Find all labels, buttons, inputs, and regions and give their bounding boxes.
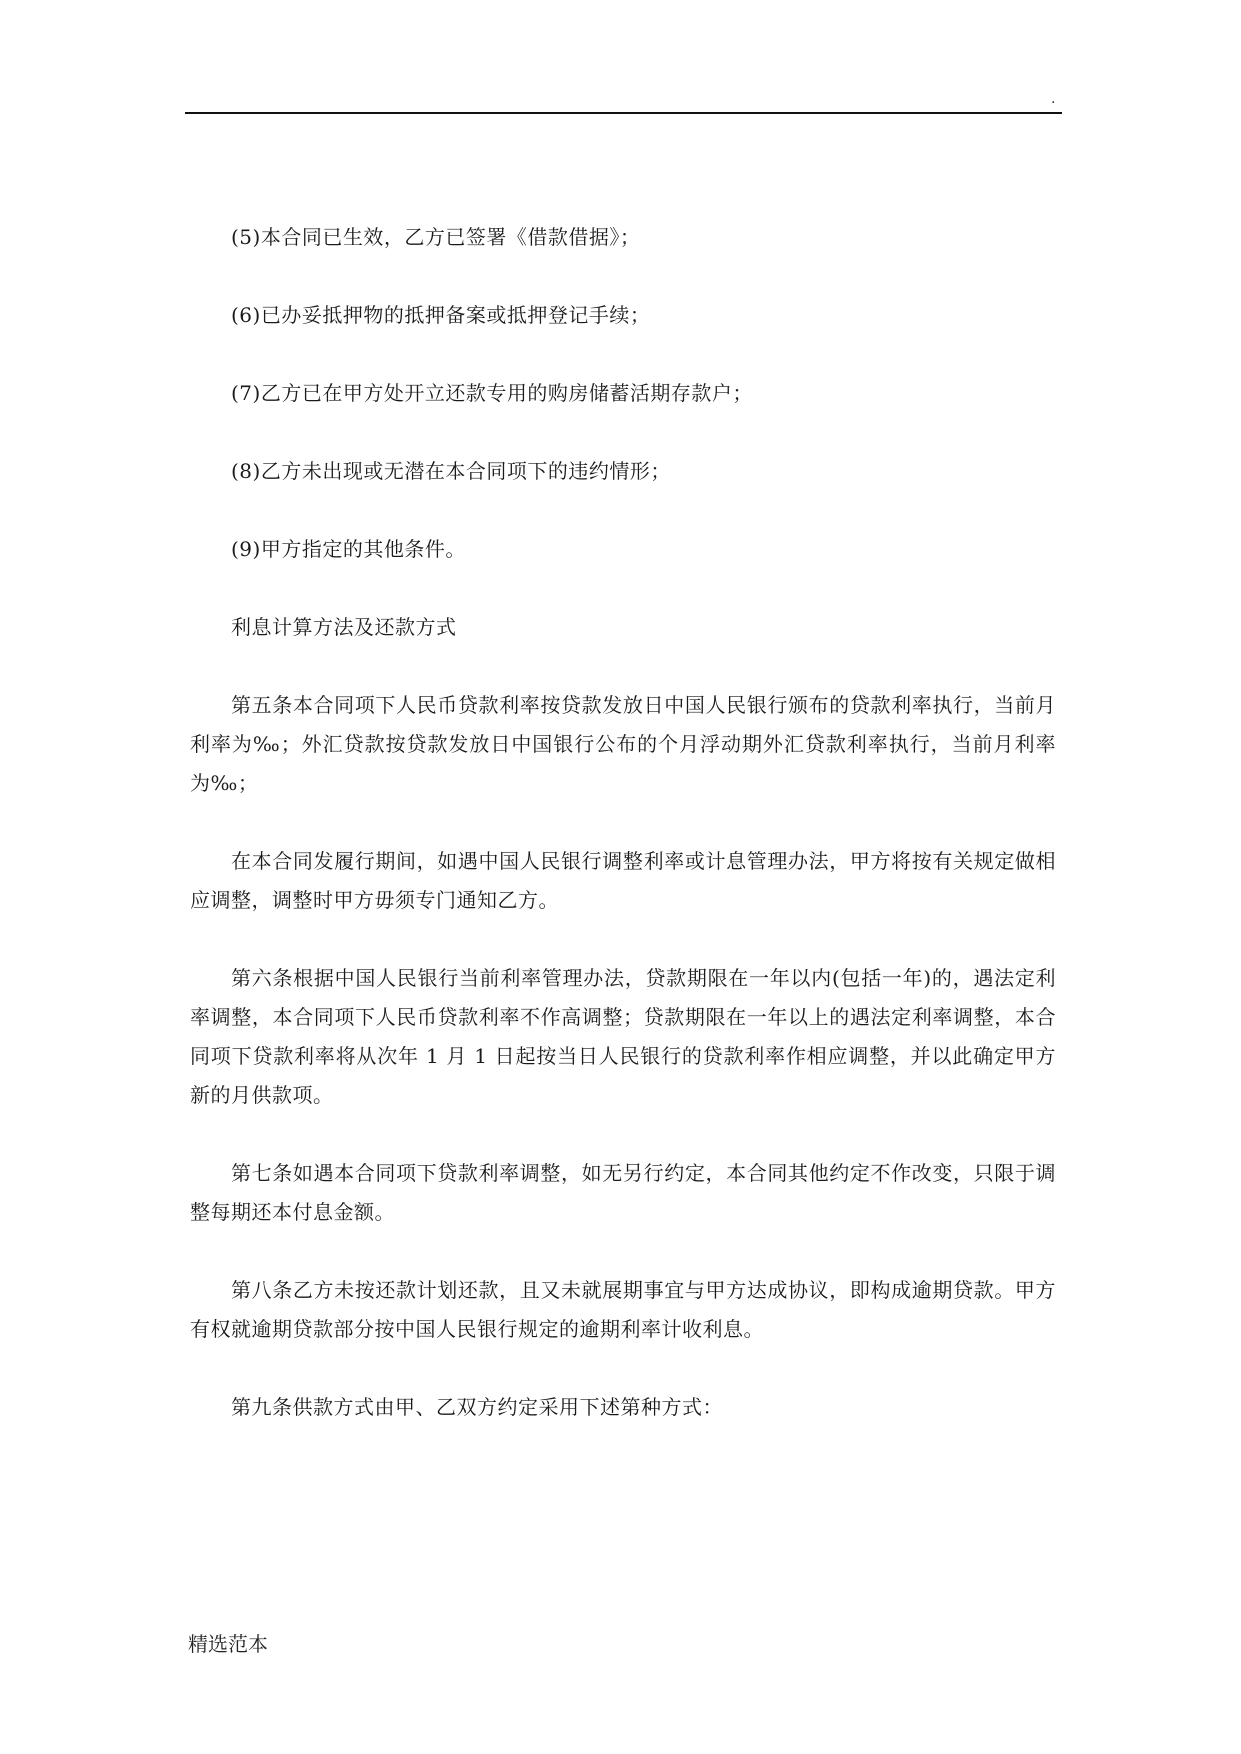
condition-item-9: (9)甲方指定的其他条件。: [231, 537, 466, 561]
article-9-paragraph: 第九条供款方式由甲、乙双方约定采用下述第种方式：: [231, 1395, 723, 1419]
document-body: [190, 218, 1056, 1427]
article-8-paragraph: 第八条乙方未按还款计划还款，且又未就展期事宜与甲方达成协议，即构成逾期贷款。甲方有权就逾期贷款部分按中国人民银行规定的逾期利率计收利息。: [190, 1278, 1056, 1341]
condition-item-6: (6)已办妥抵押物的抵押备案或抵押登记手续；: [231, 303, 651, 327]
footer-label: 精选范本: [188, 1632, 268, 1656]
section-heading: 利息计算方法及还款方式: [231, 615, 457, 639]
article-7-paragraph: 第七条如遇本合同项下贷款利率调整，如无另行约定，本合同其他约定不作改变，只限于调整每期还本付息金额。: [190, 1161, 1056, 1224]
article-5-note-paragraph: 在本合同发履行期间，如遇中国人民银行调整利率或计息管理办法，甲方将按有关规定做相应调整，调整时甲方毋须专门通知乙方。: [190, 849, 1056, 912]
article-6-paragraph: 第六条根据中国人民银行当前利率管理办法，贷款期限在一年以内(包括一年)的，遇法定利率调整，本合同项下人民币贷款利率不作高调整；贷款期限在一年以上的遇法定利率调整，本合同项下贷款利率将从次年 1 月 1 日起按当日人民银行的贷款利率作相应调整，并以此确定甲方新的月供款项。: [190, 966, 1056, 1107]
condition-item-5: (5)本合同已生效，乙方已签署《借款借据》；: [231, 225, 641, 249]
condition-item-8: (8)乙方未出现或无潜在本合同项下的违约情形；: [231, 459, 671, 483]
condition-item-7: (7)乙方已在甲方处开立还款专用的购房储蓄活期存款户；: [231, 381, 753, 405]
header-rule: [185, 112, 1062, 114]
header-mark: .: [1051, 91, 1056, 107]
article-5-paragraph: 第五条本合同项下人民币贷款利率按贷款发放日中国人民银行颁布的贷款利率执行，当前月利率为‰；外汇贷款按贷款发放日中国银行公布的个月浮动期外汇贷款利率执行，当前月利率为‰；: [190, 693, 1056, 795]
